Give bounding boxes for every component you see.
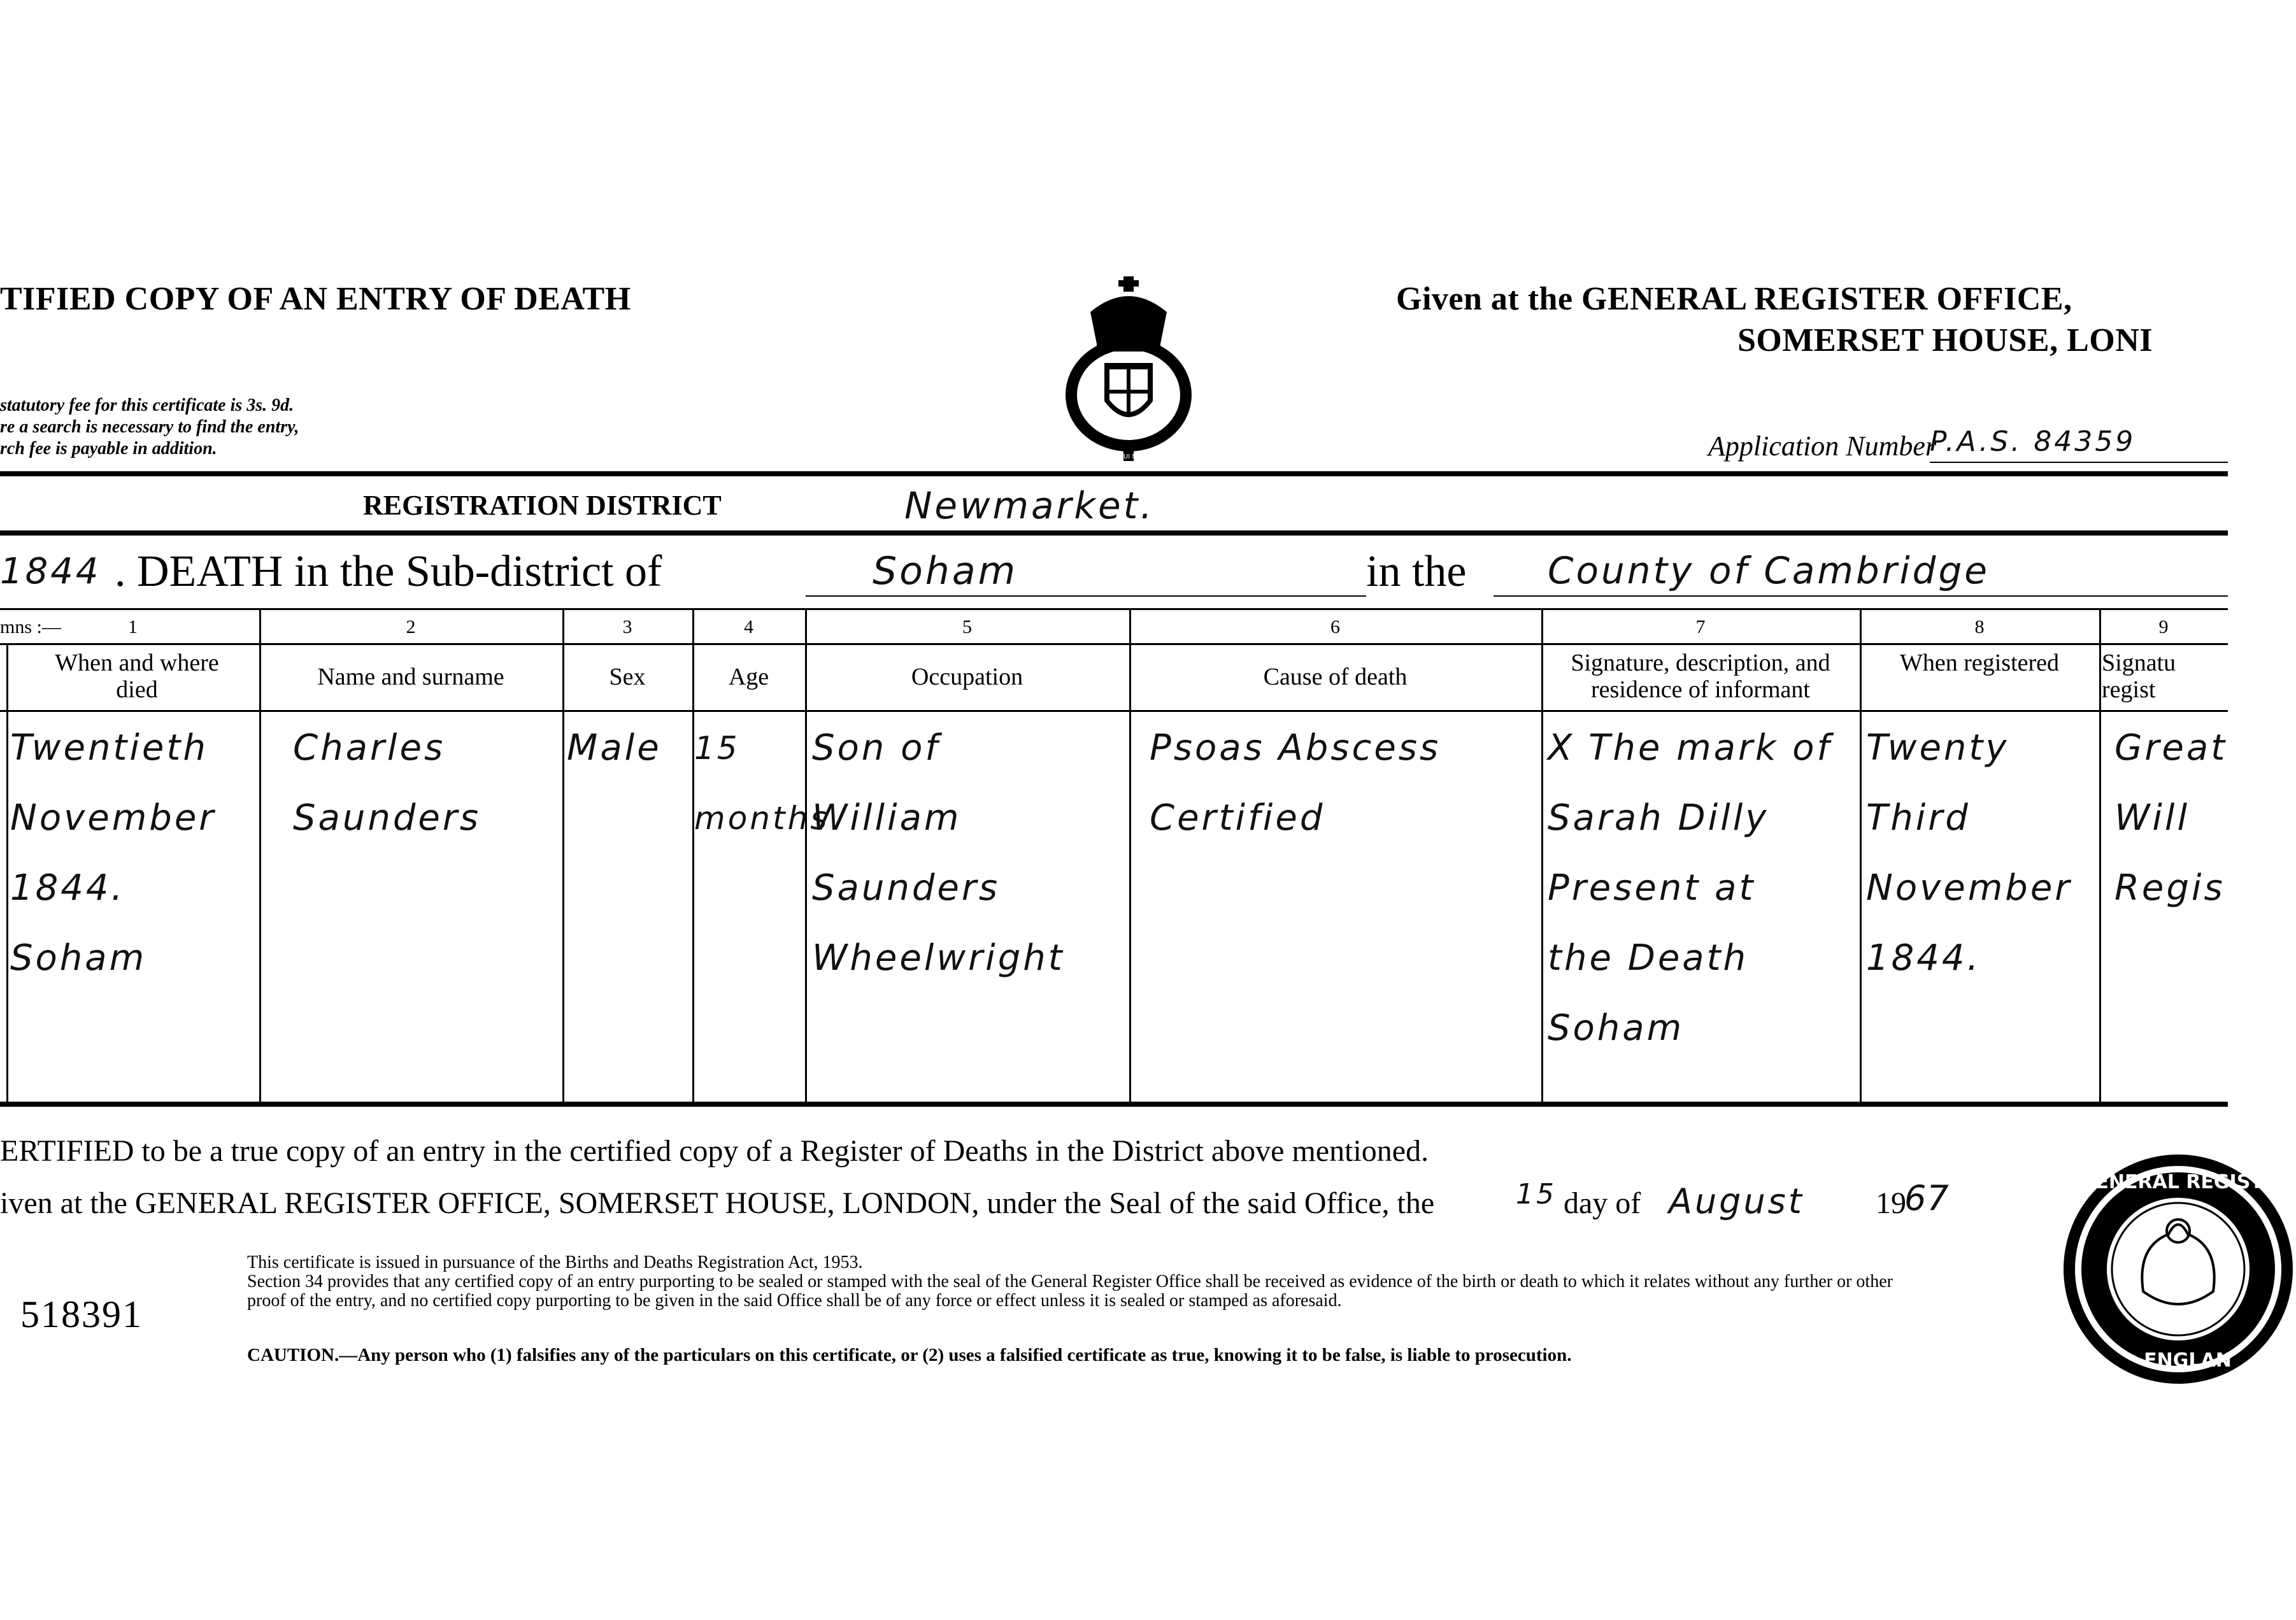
certification-day-label: day of — [1564, 1186, 1641, 1220]
office-line-2: SOMERSET HOUSE, LONI — [1737, 322, 2153, 359]
fee-note-line: statutory fee for this certificate is 3s. 9d. — [0, 395, 294, 415]
certified-statement: ERTIFIED to be a true copy of an entry in the certified copy of a Register of Deaths in the District above mentioned. — [0, 1134, 1429, 1168]
registration-district-label: REGISTRATION DISTRICT — [363, 490, 722, 521]
column-number: 1 — [128, 616, 138, 637]
death-subdistrict-label: . DEATH in the Sub-district of — [115, 547, 662, 596]
table-cell-name: Charles Saunders — [293, 727, 481, 839]
registration-district-value: Newmarket. — [904, 484, 1155, 527]
given-at-statement: iven at the GENERAL REGISTER OFFICE, SOMERSET HOUSE, LONDON, under the Seal of the said Office, the — [0, 1186, 1435, 1220]
seal-bottom-text: ENGLAN — [2144, 1349, 2232, 1372]
column-number: 8 — [1974, 616, 1985, 637]
in-the-label: in the — [1366, 547, 1467, 596]
column-header: Signature, description, and residence of informant — [1571, 650, 1830, 703]
column-header: Name and surname — [317, 664, 504, 690]
column-header: Cause of death — [1263, 664, 1408, 690]
certificate-title: TIFIED COPY OF AN ENTRY OF DEATH — [0, 281, 631, 317]
table-cell-registrar-signature: Great Will Regis — [2114, 727, 2228, 909]
column-number: 2 — [406, 616, 416, 637]
section-34-notice: Section 34 provides that any certified copy of an entry purporting to be sealed or stamped with the seal of the General Register Office shall be received as evidence of the birth or death to which it relates without any further or other proof of the entry, and no certified copy purporting to be given in the said Office shall be of any force or effect unless it is sealed or stamped as aforesaid. — [247, 1272, 1893, 1311]
certification-year-prefix: 19 — [1876, 1186, 1906, 1220]
crest-motto: HONI SOIT QUI MAL Y PENSE — [1083, 453, 1174, 460]
table-cell-when-registered: Twenty Third November 1844. — [1866, 727, 2072, 979]
caution-notice: CAUTION.—Any person who (1) falsifies any of the particulars on this certificate, or (2) uses a falsified certificate as true, knowing it to be false, is liable to prosecution. — [247, 1345, 1572, 1365]
column-header: When registered — [1899, 650, 2060, 676]
table-cell-cause-of-death: Psoas Abscess Certified — [1150, 727, 1441, 839]
column-header: Age — [728, 664, 769, 690]
column-header: When and where died — [55, 650, 219, 703]
application-number-label: Application Number — [1708, 430, 1937, 462]
act-notice: This certificate is issued in pursuance of the Births and Deaths Registration Act, 1953. — [247, 1253, 863, 1272]
subdistrict-value: Soham — [873, 549, 1018, 593]
table-cell-informant: X The mark of Sarah Dilly Present at the Death Soham — [1548, 727, 1832, 1049]
fee-note-line: re a search is necessary to find the entry, — [0, 417, 299, 437]
column-header: Occupation — [911, 664, 1023, 690]
application-number-value: P.A.S. 84359 — [1930, 425, 2136, 458]
table-cell-when-where-died: Twentieth November 1844. Soham — [10, 727, 217, 979]
column-number: 3 — [622, 616, 632, 637]
certification-day-value: 15 — [1516, 1178, 1557, 1211]
column-header: Signatu regist — [2102, 650, 2176, 703]
royal-crest-icon — [1065, 274, 1192, 465]
column-number: 5 — [962, 616, 972, 637]
column-number: 4 — [744, 616, 753, 637]
table-cell-age: 15 months — [694, 730, 830, 837]
columns-label: mns :— — [0, 616, 61, 637]
column-number: 7 — [1695, 616, 1706, 637]
certification-year-value: 67 — [1904, 1178, 1950, 1218]
general-register-seal-icon — [2060, 1151, 2277, 1387]
column-header: Sex — [609, 664, 646, 690]
fee-note — [0, 395, 382, 460]
county-value: County of Cambridge — [1548, 549, 1990, 592]
fee-note-line: rch fee is payable in addition. — [0, 439, 217, 458]
registration-year: 1844 — [0, 551, 101, 592]
office-line-1: Given at the GENERAL REGISTER OFFICE, — [1396, 281, 2072, 317]
column-number: 9 — [2158, 616, 2169, 637]
certificate-serial-number: 518391 — [20, 1293, 143, 1335]
seal-top-text: GENERAL REGISTE — [2079, 1171, 2277, 1193]
certification-month-value: August — [1669, 1181, 1804, 1221]
column-number: 6 — [1330, 616, 1340, 637]
table-cell-sex: Male — [567, 727, 662, 769]
table-cell-occupation: Son of William Saunders Wheelwright — [812, 727, 1065, 979]
